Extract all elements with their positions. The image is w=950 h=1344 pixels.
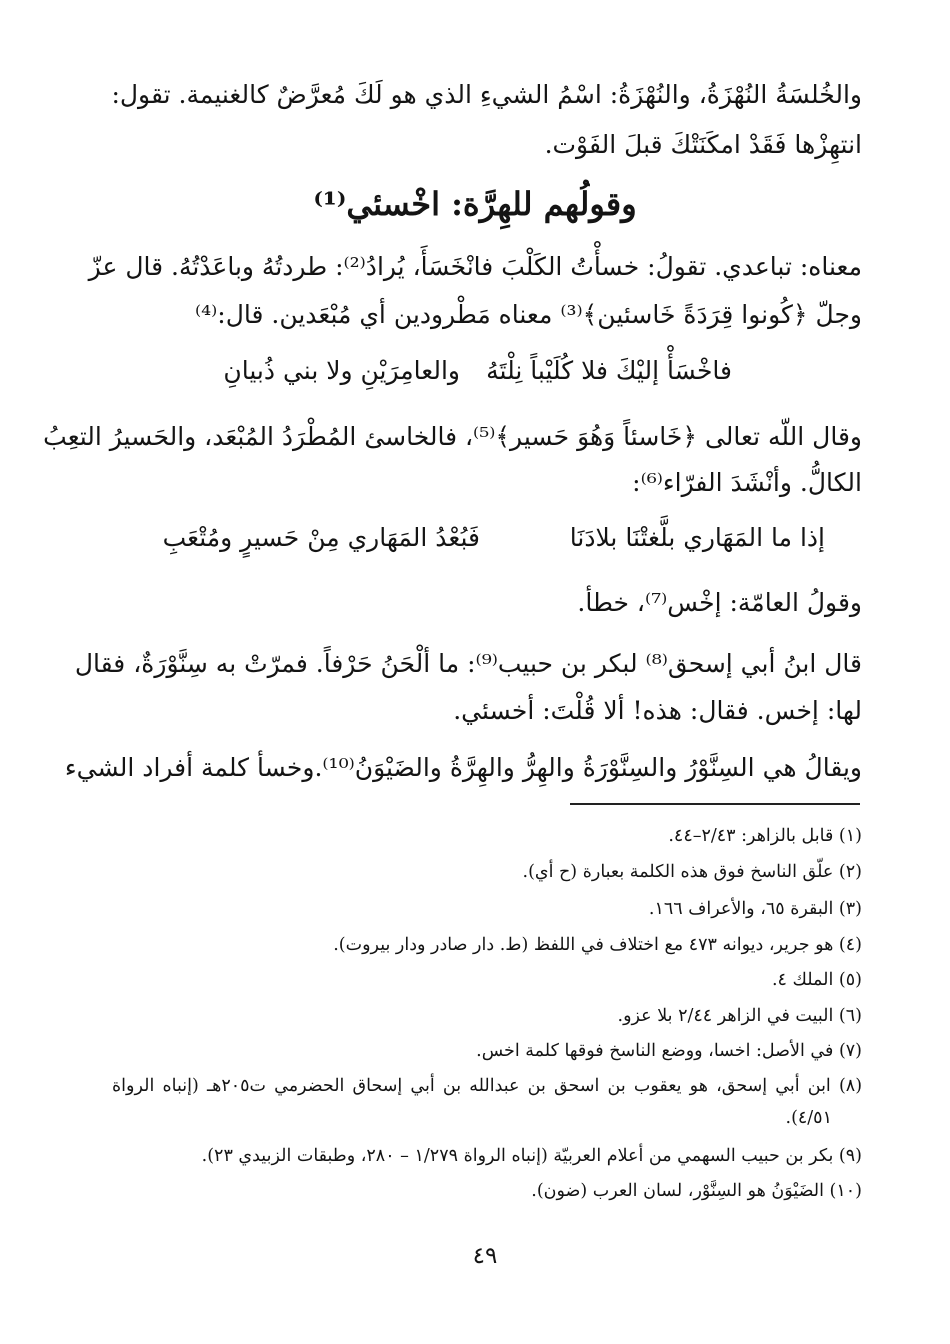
verse-hemistich-second: فَبُعْدُ المَهَاري مِنْ حَسيرٍ ومُتْعَبِ bbox=[162, 523, 480, 552]
page-number: ٤٩ bbox=[472, 1243, 498, 1269]
paragraph-line: معناه: تباعدي. تقولُ: خسأْتُ الكَلْبَ فانْخَسَأَ، يُرادُ⁽²⁾: طردتُهُ وباعَدْتُهُ. قال عزّ bbox=[88, 252, 862, 281]
footnote: (٨) ابن أبي إسحق، هو يعقوب بن اسحق بن عبدالله بن أبي إسحاق الحضرمي ت٢٠٥هـ (إنباه الرواة bbox=[112, 1076, 863, 1096]
footnote: (٢) علّق الناسخ فوق هذه الكلمة بعبارة (ح أي). bbox=[522, 862, 862, 882]
section-heading: وقولُهم للهِرَّة: اخْسئي⁽¹⁾ bbox=[313, 185, 637, 223]
paragraph-line: وقال اللّه تعالى ﴿خَاسئاً وَهُوَ حَسير﴾⁽⁵⁾، فالخاسئ المُطْرَدُ المُبْعَد، والحَسيرُ التعِبُ bbox=[43, 422, 862, 451]
paragraph-line: لها: إخس. فقال: هذه! ألا قُلْتَ: أخسئي. bbox=[453, 696, 862, 725]
paragraph-line: الكالُّ. وأنْشَدَ الفرّاء⁽⁶⁾: bbox=[632, 468, 862, 497]
footnote-continuation: ٤/٥١). bbox=[785, 1108, 832, 1128]
footnote: (٣) البقرة ٦٥، والأعراف ١٦٦. bbox=[648, 899, 862, 919]
paragraph-line: وقولُ العامّة: إخْس⁽⁷⁾، خطأ. bbox=[577, 588, 862, 617]
footnote: (١) قابل بالزاهر: ٢/٤٣–٤٤. bbox=[668, 826, 862, 846]
verse-hemistich-first: إذا ما المَهَاري بلَّغتْنَا بلادَنَا bbox=[569, 523, 825, 552]
paragraph-line: انتهِزْها فَقَدْ امكَنَتْكَ قبلَ الفَوْت. bbox=[544, 130, 862, 159]
paragraph-line: ويقالُ هي السِنَّوْرُ والسِنَّوْرَةُ والهِرُّ والهِرَّةُ والضَيْوَنُ⁽¹⁰⁾.وخسأ كلمة أفراد الشيء bbox=[64, 753, 862, 782]
verse-hemistich-first: فاخْسَأْ إليْكَ فلا كُلَيْباً نِلْتَهُ bbox=[486, 356, 732, 385]
verse-hemistich-second: والعامِرَيْنِ ولا بني ذُبيانِ bbox=[223, 356, 460, 385]
paragraph-line: قال ابنُ أبي إسحق⁽⁸⁾ لبكر بن حبيب⁽⁹⁾: ما ألْحَنُ حَرْفاً. فمرّتْ به سِنَّوْرَةٌ، فقال bbox=[74, 649, 862, 678]
footnote-separator bbox=[570, 803, 860, 805]
paragraph-line: وجلّ ﴿كُونوا قِرَدَةً خَاسئين﴾⁽³⁾ معناه مَطْرودين أي مُبْعَدين. قال:⁽⁴⁾ bbox=[194, 300, 862, 329]
footnote: (٤) هو جرير، ديوانه ٤٧٣ مع اختلاف في اللفظ (ط. دار صادر ودار بيروت). bbox=[333, 935, 862, 955]
footnote: (١٠) الضَيْوَنُ هو السِنَّوْر، لسان العرب (ضون). bbox=[531, 1181, 862, 1201]
footnote: (٧) في الأصل: اخسا، ووضع الناسخ فوقها كلمة اخس. bbox=[476, 1041, 862, 1061]
footnote: (٥) الملك ٤. bbox=[771, 970, 862, 990]
footnote: (٦) البيت في الزاهر ٢/٤٤ بلا عزو. bbox=[617, 1006, 862, 1026]
paragraph-line: والخُلسَةُ النُهْزَةُ، والنُهْزَةُ: اسْمُ الشيءِ الذي هو لَكَ مُعرَّضٌ كالغنيمة. تقول: bbox=[111, 80, 862, 109]
footnote: (٩) بكر بن حبيب السهمي من أعلام العربيّة (إنباه الرواة ١/٢٧٩ – ٢٨٠، وطبقات الزبيدي ٢٣). bbox=[201, 1146, 862, 1166]
